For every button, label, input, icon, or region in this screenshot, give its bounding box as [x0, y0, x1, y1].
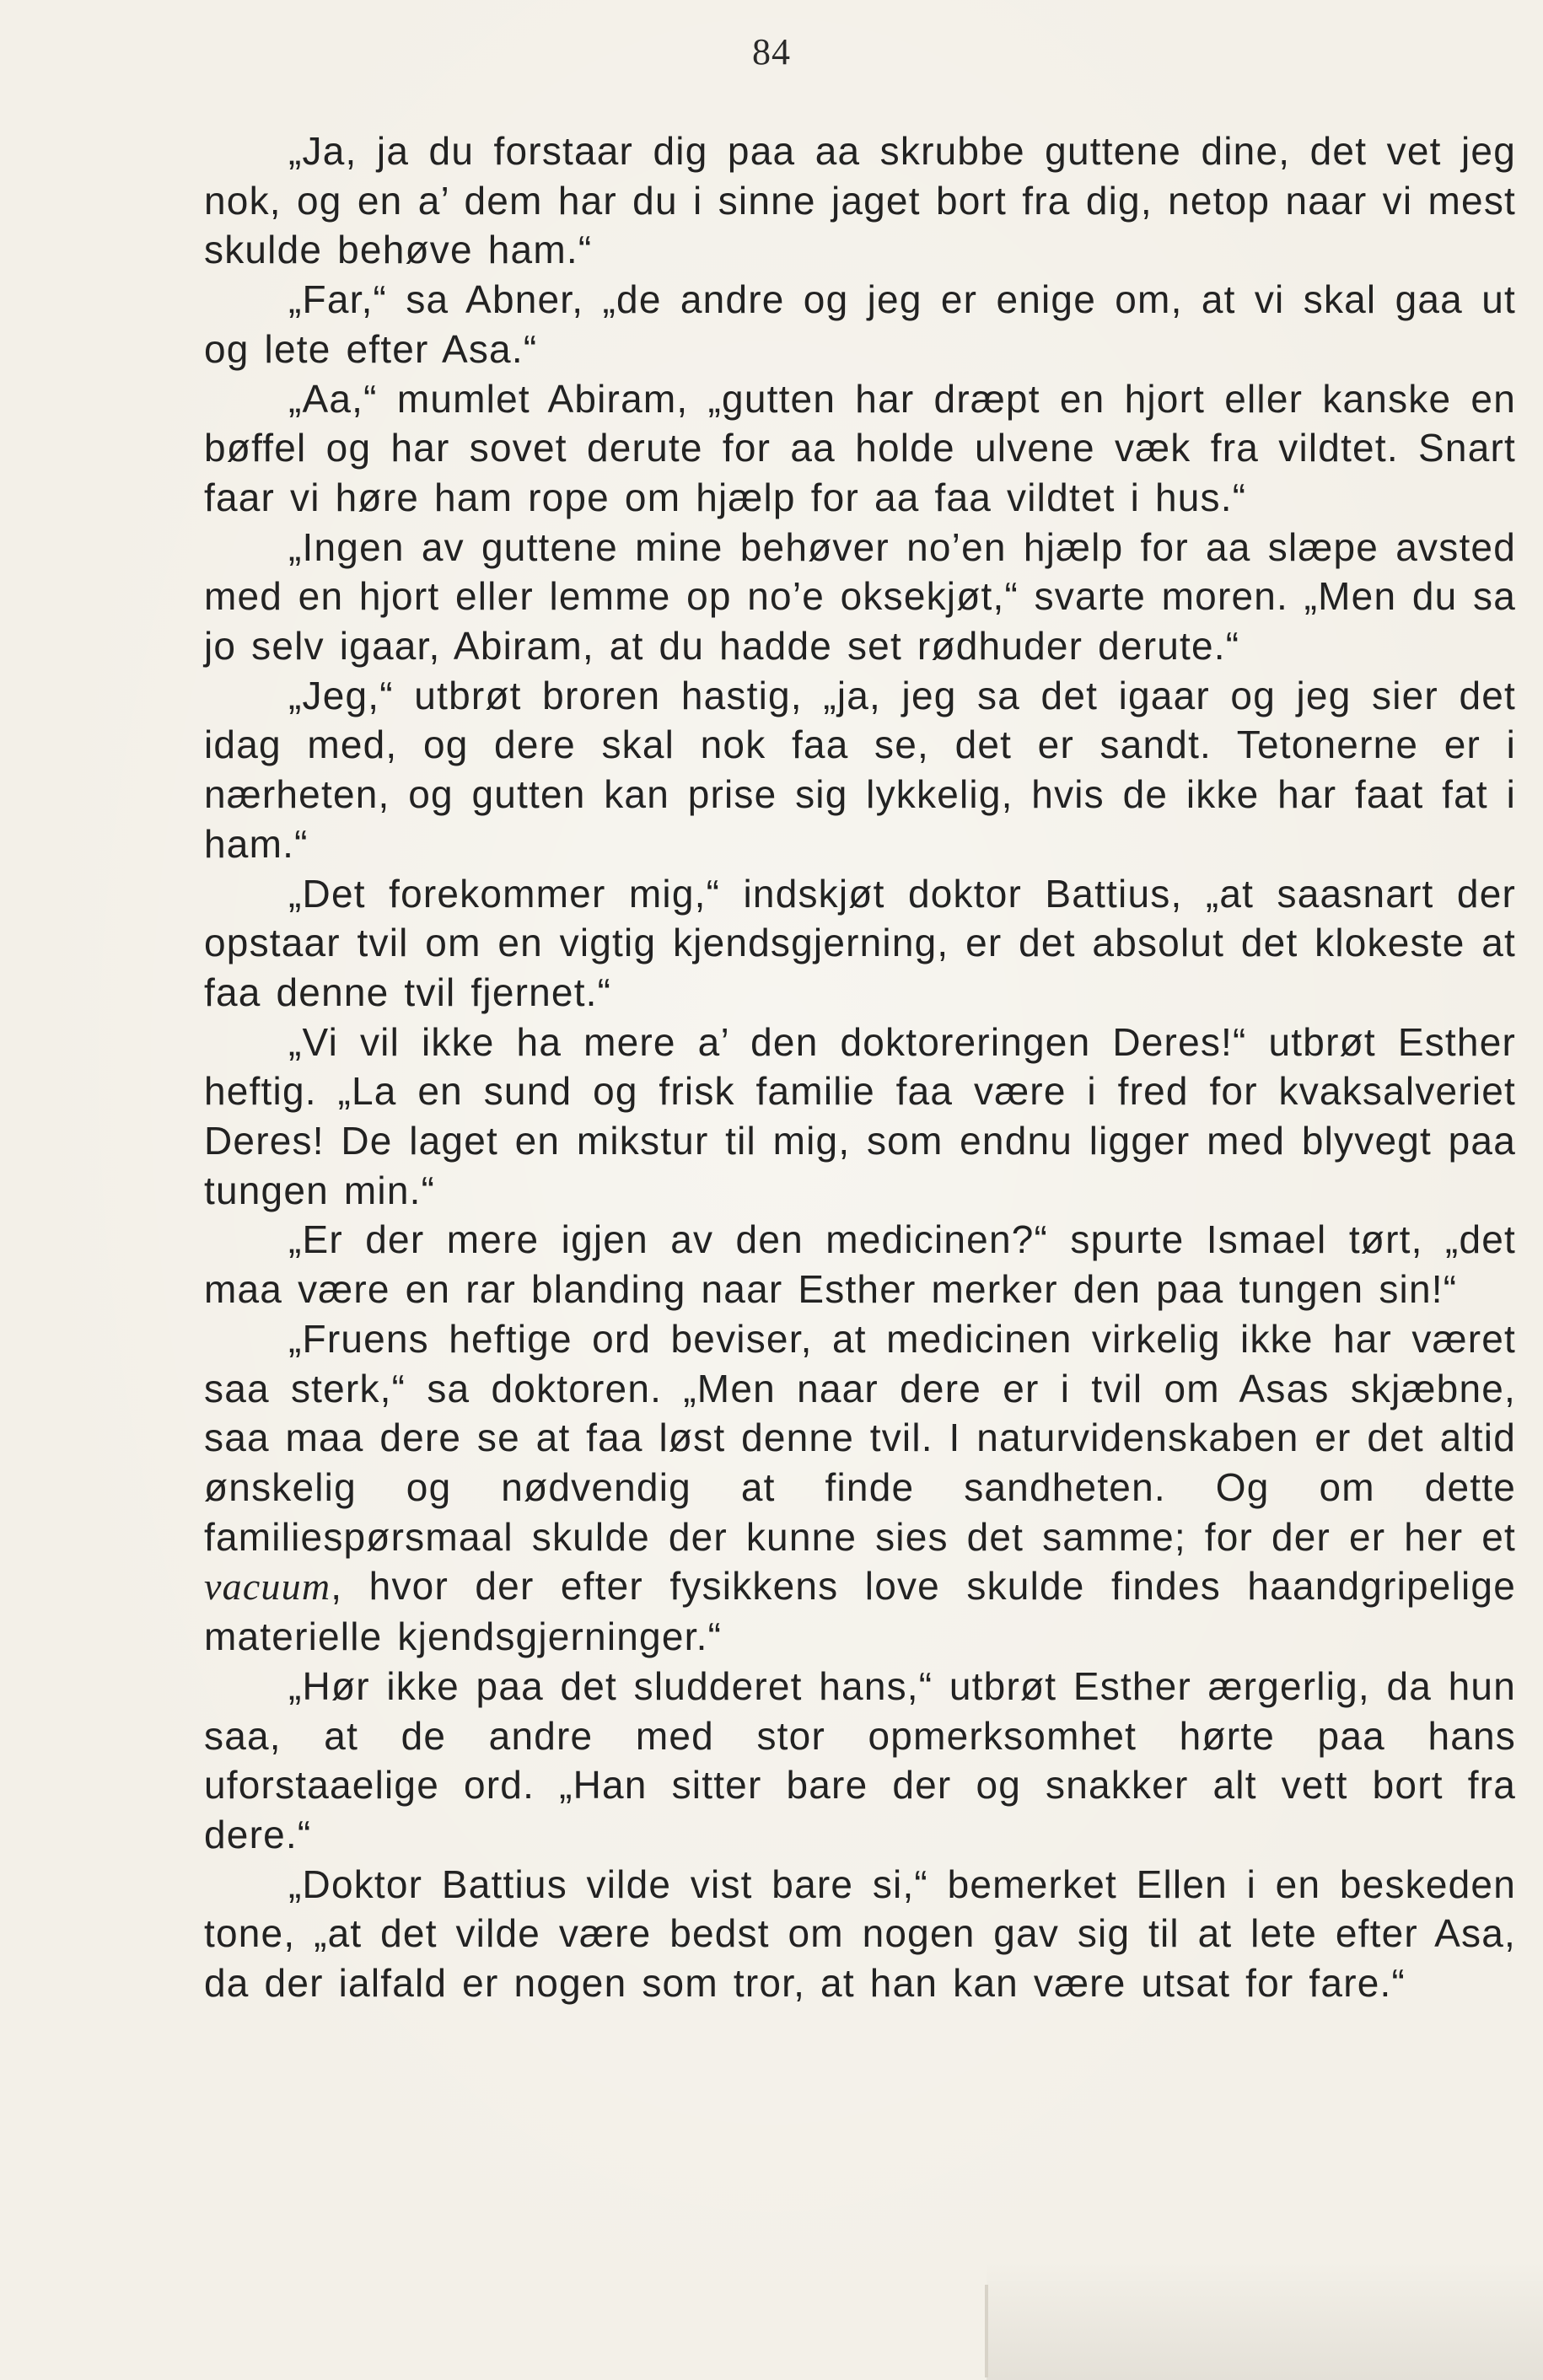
paragraph-text-after: , hvor der efter fysikkens love skulde findes haandgripelige materielle kjendsgjerninger.“ [204, 1564, 1516, 1659]
page-corner-shadow [987, 2262, 1543, 2380]
paragraph: „Aa,“ mumlet Abiram, „gutten har dræpt en hjort eller kanske en bøffel og har sovet derute for aa holde ulvene væk fra vildtet. Snart faar vi høre ham rope om hjælp for aa faa vildtet i hus.“ [204, 376, 1516, 519]
paragraph: „Ingen av guttene mine behøver no’en hjælp for aa slæpe avsted med en hjort eller lemme op no’e oksekjøt,“ svarte moren. „Men du sa jo selv igaar, Abiram, at du hadde set rødhuder derute.“ [204, 524, 1516, 669]
body-text [204, 126, 1516, 2008]
paragraph: „Vi vil ikke ha mere a’ den doktoreringen Deres!“ utbrøt Esther heftig. „La en sund og frisk familie faa være i fred for kvaksalveriet Deres! De laget en mikstur til mig, som endnu ligger med blyvegt paa tungen min.“ [204, 1019, 1516, 1212]
paragraph: „Hør ikke paa det sludderet hans,“ utbrøt Esther ærgerlig, da hun saa, at de andre med stor opmerksomhet hørte paa hans uforstaaelige ord. „Han sitter bare der og snakker alt vett bort fra dere.“ [204, 1663, 1516, 1856]
paragraph: „Er der mere igjen av den medicinen?“ spurte Ismael tørt, „det maa være en rar blanding naar Esther merker den paa tungen sin!“ [204, 1217, 1516, 1312]
paragraph: „Det forekommer mig,“ indskjøt doktor Battius, „at saasnart der opstaar tvil om en vigtig kjendsgjerning, er det absolut det klokeste at faa denne tvil fjernet.“ [204, 871, 1516, 1014]
page-number: 84 [752, 31, 791, 73]
paragraph: „Jeg,“ utbrøt broren hastig, „ja, jeg sa det igaar og jeg sier det idag med, og dere skal nok faa se, det er sandt. Tetonerne er i nærheten, og gutten kan prise sig lykkelig, hvis de ikke har faat fat i ham.“ [204, 673, 1516, 866]
paragraph-with-italic [204, 1314, 1516, 1662]
paragraph: „Doktor Battius vilde vist bare si,“ bemerket Ellen i en beskeden tone, „at det vilde være bedst om nogen gav sig til at lete efter Asa, da der ialfald er nogen som tror, at han kan være utsat for fare.“ [204, 1862, 1516, 2006]
italic-word: vacuum [204, 1565, 331, 1609]
page-edge-mark [985, 2285, 988, 2377]
paragraph-text-before: „Fruens heftige ord beviser, at medicinen virkelig ikke har været saa sterk,“ sa doktoren. „Men naar dere er i tvil om Asas skjæbne, saa maa dere se at faa løst denne tvil. I naturvidenskaben er det altid ønskelig og nødvendig at finde sandheten. Og om dette familiespørsmaal skulde der kunne sies det samme; for der er her et [204, 1316, 1516, 1559]
paragraph: „Ja, ja du forstaar dig paa aa skrubbe guttene dine, det vet jeg nok, og en a’ dem har du i sinne jaget bort fra dig, netop naar vi mest skulde behøve ham.“ [204, 129, 1516, 272]
paragraph: „Far,“ sa Abner, „de andre og jeg er enige om, at vi skal gaa ut og lete efter Asa.“ [204, 277, 1516, 371]
